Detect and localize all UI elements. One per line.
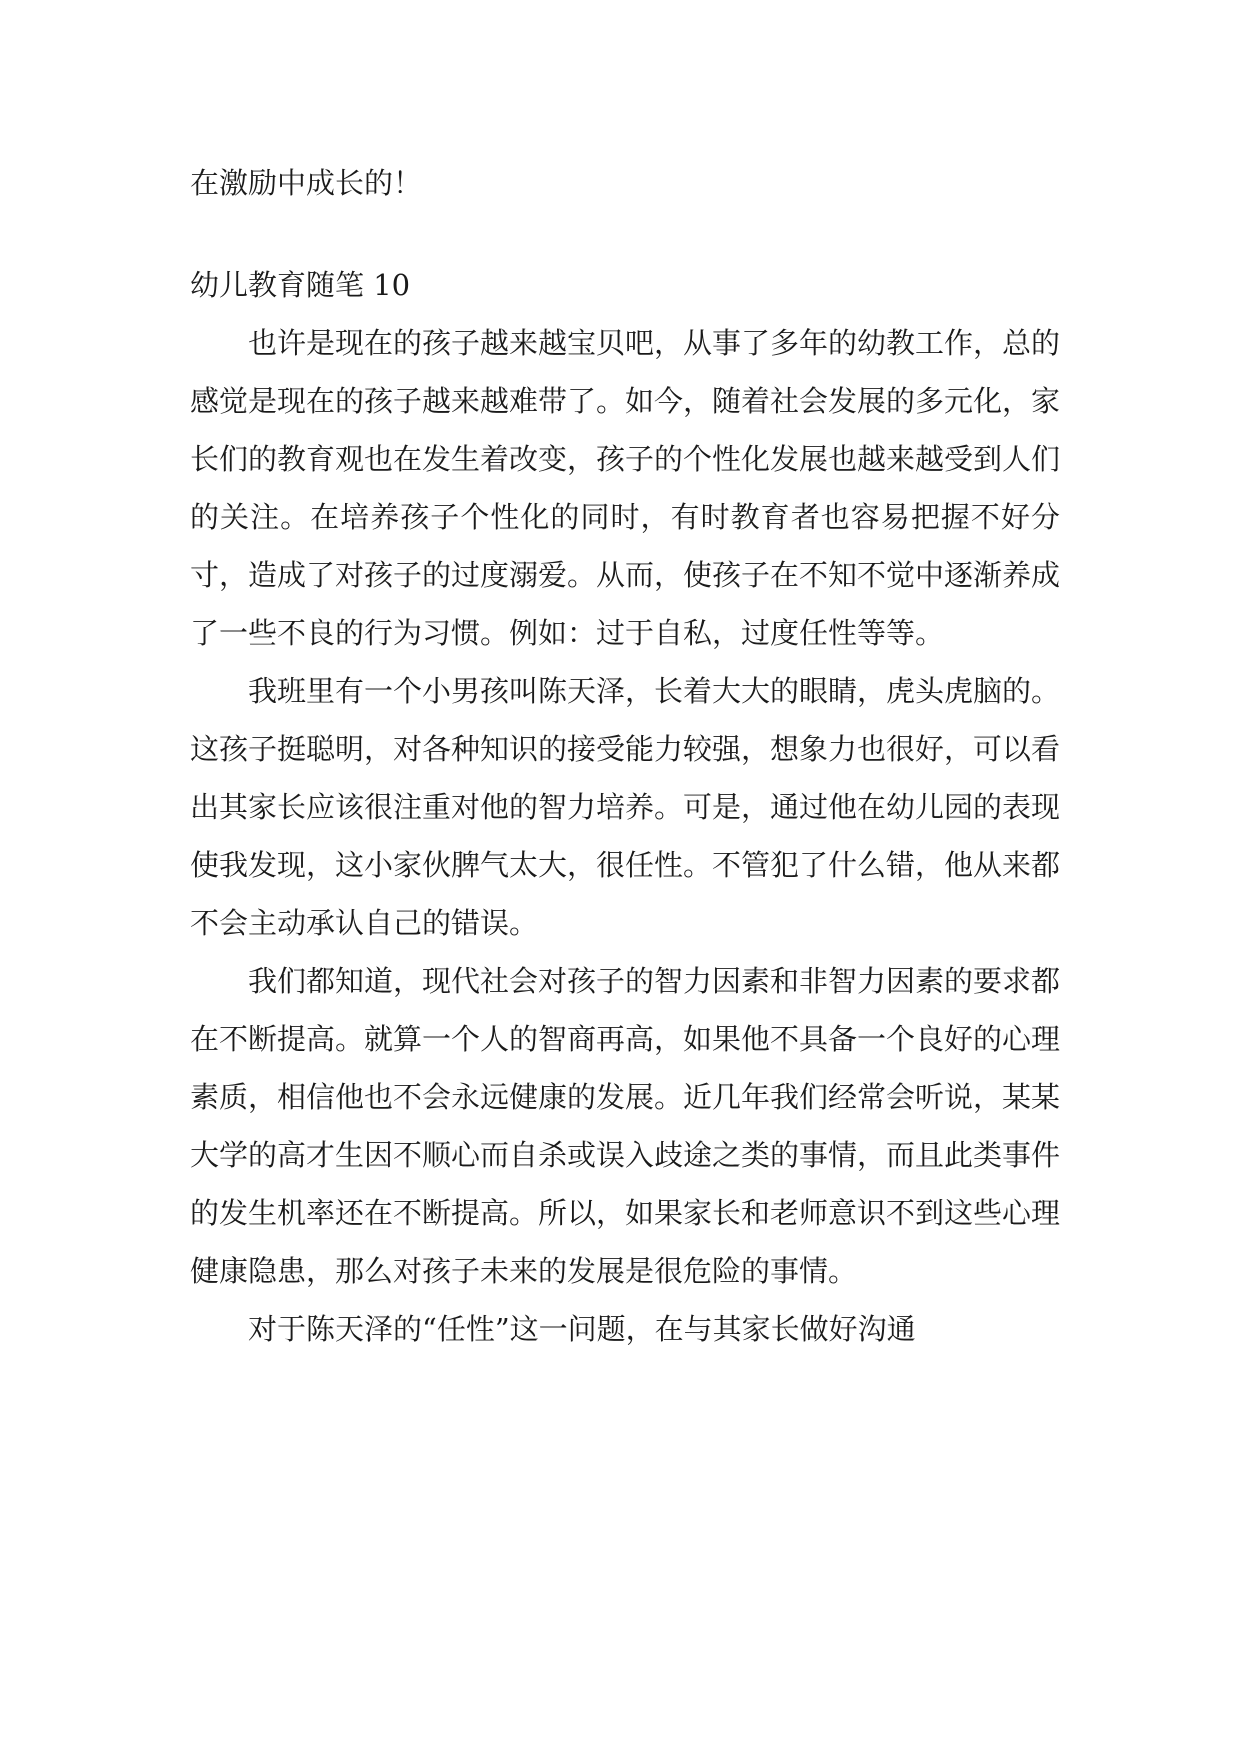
previous-section-closing-line: 在激励中成长的！	[190, 166, 423, 200]
body-paragraph: 我班里有一个小男孩叫陈天泽，长着大大的眼睛，虎头虎脑的。这孩子挺聪明，对各种知识的接受能力较强，想象力也很好，可以看出其家长应该很注重对他的智力培养。可是，通过他在幼儿园的表现使我发现，这小家伙脾气太大，很任性。不管犯了什么错，他从来都不会主动承认自己的错误。	[190, 674, 1061, 940]
body-paragraph: 对于陈天泽的“任性”这一问题，在与其家长做好沟通	[248, 1312, 916, 1346]
document-page	[190, 154, 1060, 1358]
section-heading: 幼儿教育随笔 10	[190, 268, 411, 302]
body-paragraph: 也许是现在的孩子越来越宝贝吧，从事了多年的幼教工作，总的感觉是现在的孩子越来越难带了。如今，随着社会发展的多元化，家长们的教育观也在发生着改变，孩子的个性化发展也越来越受到人们的关注。在培养孩子个性化的同时，有时教育者也容易把握不好分寸，造成了对孩子的过度溺爱。从而，使孩子在不知不觉中逐渐养成了一些不良的行为习惯。例如：过于自私，过度任性等等。	[190, 326, 1061, 650]
body-paragraph: 我们都知道，现代社会对孩子的智力因素和非智力因素的要求都在不断提高。就算一个人的智商再高，如果他不具备一个良好的心理素质，相信他也不会永远健康的发展。近几年我们经常会听说，某某大学的高才生因不顺心而自杀或误入歧途之类的事情，而且此类事件的发生机率还在不断提高。所以，如果家长和老师意识不到这些心理健康隐患，那么对孩子未来的发展是很危险的事情。	[190, 964, 1061, 1288]
